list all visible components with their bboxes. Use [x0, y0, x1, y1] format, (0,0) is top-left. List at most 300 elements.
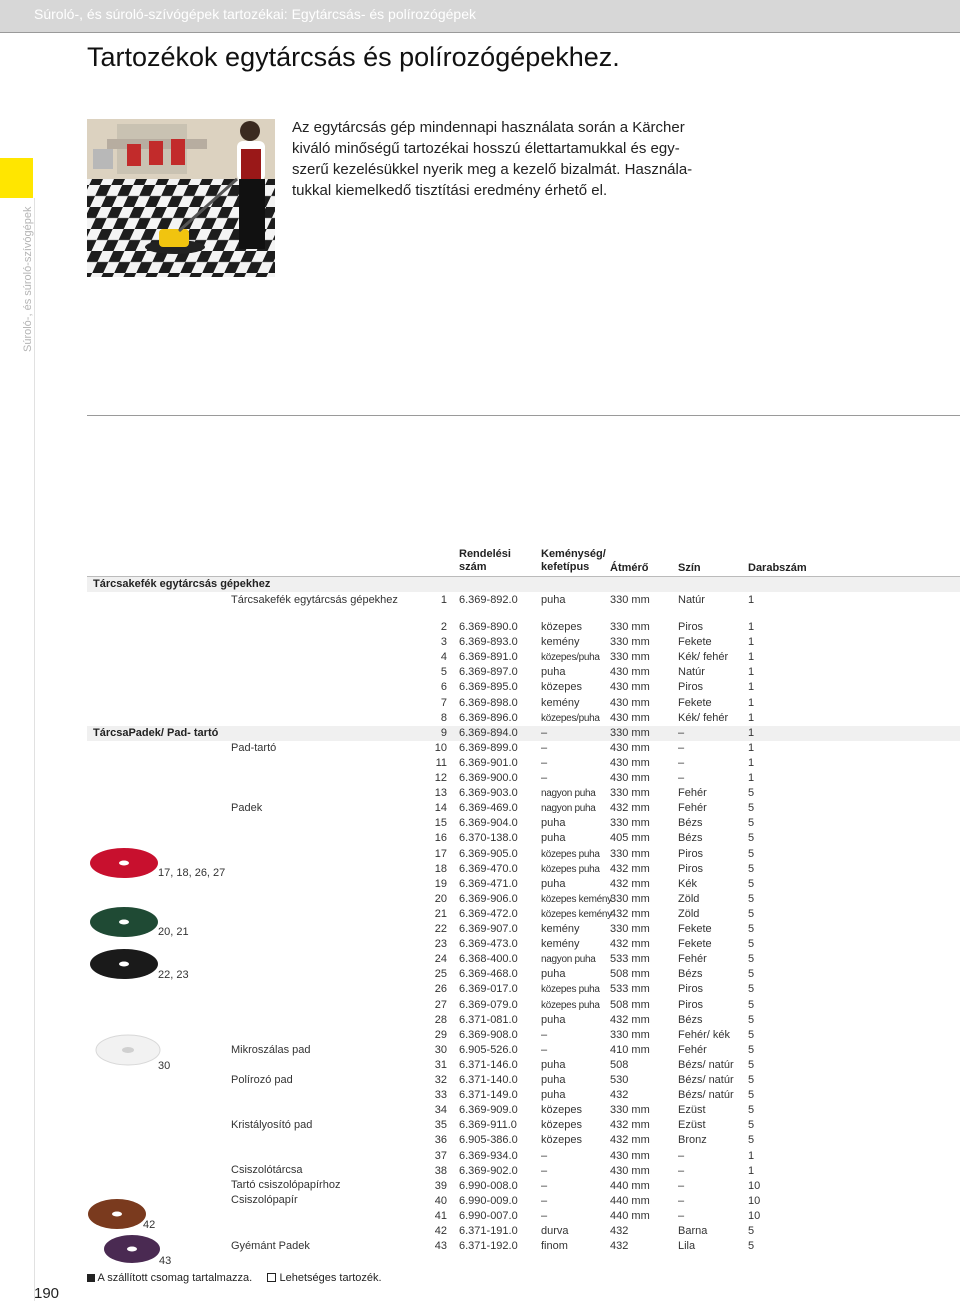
order-number: 6.369-906.0: [459, 892, 518, 905]
intro-line: szerű kezelésükkel nyerik meg a kezelő bizalmát. Használa-: [292, 161, 693, 178]
order-number: 6.369-017.0: [459, 983, 518, 996]
row-number: 5: [440, 666, 447, 679]
color: Kék/ fehér: [678, 711, 729, 724]
diameter: 432: [610, 1089, 629, 1102]
color: –: [678, 1164, 685, 1177]
filled-square-icon: [87, 1274, 95, 1282]
col-header-hardness: [541, 548, 606, 573]
hardness: puha: [541, 666, 566, 679]
color: Ezüst: [678, 1104, 706, 1117]
col-header-diameter: Átmérő: [610, 562, 649, 574]
quantity: 5: [748, 923, 755, 935]
quantity: 1: [748, 666, 755, 679]
hardness: közepes: [541, 621, 582, 633]
quantity: 5: [748, 892, 755, 905]
diameter: 533 mm: [610, 953, 650, 966]
color: Piros: [678, 621, 704, 633]
hardness: –: [541, 1179, 548, 1192]
row-number: 21: [434, 907, 447, 920]
color: Natúr: [678, 666, 705, 679]
quantity: 5: [748, 1058, 755, 1071]
quantity: 1: [748, 1149, 755, 1162]
pad-image-purple: [102, 1232, 162, 1271]
hardness: finom: [541, 1240, 568, 1253]
group-label: Padek: [231, 802, 263, 814]
diameter: 410 mm: [610, 1043, 650, 1056]
hardness: –: [541, 1194, 548, 1207]
pad-image-white: [94, 1032, 162, 1073]
section-title-pads: TárcsaPadek/ Pad- tartó: [93, 727, 219, 739]
quantity: 5: [748, 1028, 755, 1041]
order-number: 6.369-895.0: [459, 681, 518, 694]
quantity: 5: [748, 787, 755, 800]
color: Bézs: [678, 968, 703, 981]
hardness: közepes: [541, 1119, 582, 1132]
page-number: 190: [34, 1285, 60, 1302]
hardness: durva: [541, 1225, 569, 1237]
order-number: 6.369-079.0: [459, 998, 518, 1011]
color: –: [678, 741, 685, 754]
quantity: 1: [748, 726, 755, 739]
row-number: 25: [434, 968, 447, 981]
quantity: 5: [748, 907, 755, 920]
color: Bézs: [678, 832, 703, 845]
diameter: 432 mm: [610, 1013, 650, 1026]
group-label: Kristályosító pad: [231, 1119, 313, 1131]
hardness: közepes: [541, 681, 582, 694]
col-header-order: [459, 548, 511, 573]
row-number: 10: [434, 741, 447, 754]
quantity: 5: [748, 1013, 755, 1026]
hardness: –: [541, 772, 548, 784]
order-number: 6.369-898.0: [459, 696, 518, 709]
open-square-icon: [267, 1273, 276, 1282]
order-number: 6.369-907.0: [459, 923, 518, 935]
col-header-order-line2: szám: [459, 561, 487, 573]
diameter: 330 mm: [610, 923, 650, 935]
hardness: kemény: [541, 923, 580, 935]
quantity: 5: [748, 998, 755, 1011]
intro-line: kiváló minőségű tartozékai hosszú élettartamukkal és egy-: [292, 140, 680, 157]
pad-image-label: 17, 18, 26, 27: [158, 867, 226, 879]
order-number: 6.990-008.0: [459, 1179, 518, 1192]
order-number: 6.371-149.0: [459, 1089, 518, 1102]
diameter: 432 mm: [610, 862, 650, 875]
quantity: 5: [748, 953, 755, 966]
color: –: [678, 1179, 685, 1192]
row-number: 24: [434, 953, 447, 966]
color: Fekete: [678, 923, 712, 935]
col-header-color: Szín: [678, 562, 701, 574]
order-number: 6.369-904.0: [459, 817, 518, 830]
sidebar-rule: [34, 198, 35, 1301]
hardness: –: [541, 1043, 548, 1056]
order-number: 6.369-471.0: [459, 877, 518, 890]
diameter: 432 mm: [610, 877, 650, 890]
quantity: 5: [748, 877, 755, 890]
diameter: 430 mm: [610, 772, 650, 784]
diameter: 440 mm: [610, 1209, 650, 1222]
hardness: közepes kemény: [541, 893, 612, 905]
diameter: 533 mm: [610, 983, 650, 996]
hardness: –: [541, 1149, 548, 1162]
quantity: 1: [748, 1164, 755, 1177]
quantity: 5: [748, 862, 755, 875]
order-number: 6.369-900.0: [459, 772, 518, 784]
hardness: közepes kemény: [541, 908, 612, 920]
diameter: 508 mm: [610, 968, 650, 981]
row-number: 2: [440, 621, 447, 633]
quantity: 5: [748, 1240, 755, 1253]
color: Piros: [678, 983, 704, 996]
quantity: 5: [748, 847, 755, 860]
quantity: 1: [748, 711, 755, 724]
pad-image-label: 30: [158, 1060, 171, 1072]
order-number: 6.990-009.0: [459, 1194, 518, 1207]
row-number: 15: [434, 817, 447, 830]
row-number: 6: [440, 681, 447, 694]
diameter: 432 mm: [610, 802, 650, 815]
group-label: Pad-tartó: [231, 742, 277, 754]
quantity: 10: [748, 1194, 761, 1207]
order-number: 6.905-526.0: [459, 1043, 518, 1056]
hardness: –: [541, 756, 548, 769]
quantity: 5: [748, 1089, 755, 1102]
order-number: 6.371-140.0: [459, 1074, 518, 1086]
order-number: 6.369-470.0: [459, 862, 518, 875]
diameter: 430 mm: [610, 1164, 650, 1177]
row-number: 42: [434, 1225, 447, 1237]
header-rule: [0, 32, 960, 33]
row-number: 26: [434, 983, 447, 996]
running-header: [0, 0, 960, 32]
hardness: puha: [541, 832, 566, 845]
color: Fehér: [678, 1043, 707, 1056]
row-number: 31: [434, 1058, 447, 1071]
quantity: 5: [748, 1134, 755, 1147]
diameter: 430 mm: [610, 681, 650, 694]
pad-image-brown: [86, 1196, 148, 1237]
diameter: 430 mm: [610, 711, 650, 724]
row-number: 41: [434, 1209, 447, 1222]
diameter: 330 mm: [610, 636, 650, 649]
group-label: Gyémánt Padek: [231, 1240, 310, 1252]
hardness: puha: [541, 817, 566, 830]
quantity: 5: [748, 983, 755, 996]
hardness: nagyon puha: [541, 803, 596, 815]
hardness: puha: [541, 877, 566, 890]
quantity: 5: [748, 938, 755, 951]
color: –: [678, 772, 685, 784]
row-number: 28: [434, 1013, 447, 1026]
row-number: 1: [440, 594, 447, 606]
row-number: 36: [434, 1134, 447, 1147]
col-header-order-line1: Rendelési: [459, 548, 511, 560]
hardness: puha: [541, 1013, 566, 1026]
color: Fehér: [678, 802, 707, 815]
order-number: 6.369-901.0: [459, 756, 518, 769]
color: Fekete: [678, 696, 712, 709]
color: Bézs/ natúr: [678, 1089, 734, 1102]
diameter: 440 mm: [610, 1194, 650, 1207]
hardness: –: [541, 1028, 548, 1041]
hardness: kemény: [541, 636, 580, 649]
hardness: közepes puha: [541, 984, 600, 996]
hardness: –: [541, 726, 548, 739]
diameter: 430 mm: [610, 696, 650, 709]
product-photo: [87, 119, 275, 277]
diameter: 330 mm: [610, 787, 650, 800]
row-number: 18: [434, 862, 447, 875]
diameter: 432: [610, 1225, 629, 1237]
color: –: [678, 1194, 685, 1207]
hardness: puha: [541, 968, 566, 981]
row-number: 17: [434, 847, 447, 860]
order-number: 6.369-902.0: [459, 1164, 518, 1177]
intro-line: Az egytárcsás gép mindennapi használata során a Kärcher: [292, 119, 685, 136]
diameter: 432 mm: [610, 1134, 650, 1147]
row-number: 37: [434, 1149, 447, 1162]
group-label: Mikroszálas pad: [231, 1044, 311, 1056]
hardness: közepes puha: [541, 863, 600, 875]
legend: [87, 1272, 382, 1284]
running-title: Súroló-, és súroló-szívógépek tartozékai: Egytárcsás- és polírozógépek: [34, 6, 476, 22]
order-number: 6.369-469.0: [459, 802, 518, 815]
color: Fekete: [678, 636, 712, 649]
hardness: puha: [541, 594, 566, 606]
diameter: 432 mm: [610, 938, 650, 951]
row-number: 7: [440, 696, 447, 709]
order-number: 6.369-468.0: [459, 968, 518, 981]
order-number: 6.369-897.0: [459, 666, 518, 679]
quantity: 1: [748, 756, 755, 769]
diameter: 432 mm: [610, 907, 650, 920]
diameter: 440 mm: [610, 1179, 650, 1192]
diameter: 330 mm: [610, 817, 650, 830]
order-number: 6.369-903.0: [459, 787, 518, 800]
row-number: 35: [434, 1119, 447, 1132]
row-number: 23: [434, 938, 447, 951]
quantity: 1: [748, 636, 755, 649]
hardness: közepes: [541, 1134, 582, 1147]
color: –: [678, 726, 685, 739]
color: Bézs: [678, 1013, 703, 1026]
hardness: puha: [541, 1058, 566, 1071]
quantity: 5: [748, 1074, 755, 1086]
hardness: puha: [541, 1074, 566, 1086]
order-number: 6.369-899.0: [459, 741, 518, 754]
col-header-hardness-line1: Keménység/: [541, 548, 606, 560]
pad-image-label: 20, 21: [158, 926, 189, 938]
intro-line: tukkal kiemelkedő tisztítási eredmény érhető el.: [292, 182, 608, 199]
color: Fehér: [678, 787, 707, 800]
order-number: 6.369-894.0: [459, 726, 518, 739]
color: Bézs/ natúr: [678, 1074, 734, 1086]
quantity: 1: [748, 772, 755, 784]
diameter: 508: [610, 1058, 629, 1071]
order-number: 6.369-909.0: [459, 1104, 518, 1117]
section-marker: [0, 158, 33, 198]
row-number: 13: [434, 787, 447, 800]
diameter: 405 mm: [610, 832, 650, 845]
color: Fehér/ kék: [678, 1028, 730, 1041]
order-number: 6.369-472.0: [459, 907, 518, 920]
sidebar-label: Súroló-, és súroló-szívógépek: [22, 206, 34, 352]
diameter: 330 mm: [610, 621, 650, 633]
row-number: 43: [434, 1240, 447, 1253]
hardness: közepes: [541, 1104, 582, 1117]
order-number: 6.371-192.0: [459, 1240, 518, 1253]
hardness: közepes puha: [541, 999, 600, 1011]
order-number: 6.369-890.0: [459, 621, 518, 633]
row-number: 11: [435, 756, 447, 769]
diameter: 530: [610, 1074, 629, 1086]
section-divider: [87, 415, 960, 416]
hardness: kemény: [541, 696, 580, 709]
row-number: 40: [434, 1194, 447, 1207]
quantity: 5: [748, 802, 755, 815]
diameter: 330 mm: [610, 594, 650, 606]
color: Fekete: [678, 938, 712, 951]
order-number: 6.369-905.0: [459, 847, 518, 860]
color: –: [678, 756, 685, 769]
quantity: 1: [748, 594, 755, 606]
color: Natúr: [678, 594, 705, 606]
quantity: 5: [748, 1104, 755, 1117]
color: Barna: [678, 1225, 708, 1237]
diameter: 330 mm: [610, 892, 650, 905]
row-number: 8: [440, 711, 447, 724]
row-number: 22: [434, 923, 447, 935]
photo-illustration: [87, 119, 275, 277]
color: Kék/ fehér: [678, 651, 729, 664]
diameter: 432: [610, 1240, 629, 1253]
hardness: közepes puha: [541, 848, 600, 860]
quantity: 5: [748, 1043, 755, 1056]
group-label: Tárcsakefék egytárcsás gépekhez: [231, 594, 398, 606]
pad-image-black: [88, 947, 160, 986]
row-number: 33: [434, 1089, 447, 1102]
diameter: 430 mm: [610, 666, 650, 679]
color: Piros: [678, 847, 704, 860]
row-number: 9: [440, 726, 447, 739]
color: Zöld: [678, 892, 700, 905]
quantity: 10: [748, 1179, 761, 1192]
row-number: 34: [434, 1104, 447, 1117]
quantity: 5: [748, 1225, 755, 1237]
page-title: Tartozékok egytárcsás és polírozógépekhez.: [87, 42, 620, 72]
order-number: 6.368-400.0: [459, 953, 518, 966]
color: –: [678, 1209, 685, 1222]
quantity: 1: [748, 741, 755, 754]
color: Ezüst: [678, 1119, 706, 1132]
color: –: [678, 1149, 685, 1162]
row-number: 4: [440, 651, 447, 664]
diameter: 508 mm: [610, 998, 650, 1011]
quantity: 5: [748, 832, 755, 845]
quantity: 5: [748, 968, 755, 981]
row-number: 29: [434, 1028, 447, 1041]
row-number: 12: [434, 772, 447, 784]
group-label: Tartó csiszolópapírhoz: [231, 1179, 341, 1191]
color: Lila: [678, 1240, 696, 1253]
row-number: 27: [434, 998, 447, 1011]
order-number: 6.369-473.0: [459, 938, 518, 951]
hardness: kemény: [541, 938, 580, 951]
color: Bézs/ natúr: [678, 1058, 734, 1071]
row-number: 3: [440, 636, 447, 649]
order-number: 6.369-891.0: [459, 651, 518, 664]
row-number: 14: [434, 802, 447, 815]
group-label: Polírozó pad: [231, 1074, 293, 1086]
col-header-hardness-line2: kefetípus: [541, 561, 590, 573]
diameter: 432 mm: [610, 1119, 650, 1132]
color: Bézs: [678, 817, 703, 830]
diameter: 430 mm: [610, 741, 650, 754]
group-label: Csiszolótárcsa: [231, 1164, 303, 1176]
order-number: 6.369-911.0: [459, 1119, 517, 1132]
intro-text: [292, 117, 712, 201]
hardness: nagyon puha: [541, 954, 596, 966]
group-label: Csiszolópapír: [231, 1194, 298, 1206]
pad-image-green: [88, 905, 160, 944]
color: Zöld: [678, 907, 700, 920]
legend-included: A szállított csomag tartalmazza.: [97, 1272, 253, 1284]
pad-image-label: 42: [143, 1219, 156, 1231]
hardness: puha: [541, 1089, 566, 1102]
order-number: 6.369-934.0: [459, 1149, 518, 1162]
row-number: 32: [434, 1074, 447, 1086]
color: Fehér: [678, 953, 707, 966]
color: Piros: [678, 862, 704, 875]
diameter: 430 mm: [610, 1149, 650, 1162]
order-number: 6.990-007.0: [459, 1209, 518, 1222]
hardness: közepes/puha: [541, 652, 600, 664]
diameter: 330 mm: [610, 1104, 650, 1117]
row-number: 30: [434, 1043, 447, 1056]
order-number: 6.371-081.0: [459, 1013, 518, 1026]
diameter: 330 mm: [610, 651, 650, 664]
order-number: 6.369-893.0: [459, 636, 518, 649]
row-number: 38: [434, 1164, 447, 1177]
diameter: 430 mm: [610, 756, 650, 769]
hardness: –: [541, 1209, 548, 1222]
color: Piros: [678, 681, 704, 694]
row-number: 39: [434, 1179, 447, 1192]
hardness: –: [541, 741, 548, 754]
order-number: 6.371-146.0: [459, 1058, 518, 1071]
pad-image-red: [88, 846, 160, 885]
row-number: 19: [434, 877, 447, 890]
col-header-quantity: Darabszám: [748, 562, 807, 574]
hardness: nagyon puha: [541, 788, 596, 800]
quantity: 10: [748, 1209, 761, 1222]
order-number: 6.369-892.0: [459, 594, 518, 606]
order-number: 6.905-386.0: [459, 1134, 518, 1147]
diameter: 330 mm: [610, 847, 650, 860]
quantity: 1: [748, 696, 755, 709]
color: Kék: [678, 877, 697, 890]
order-number: 6.369-908.0: [459, 1028, 518, 1041]
quantity: 1: [748, 651, 755, 664]
quantity: 1: [748, 621, 755, 633]
diameter: 330 mm: [610, 726, 650, 739]
section-title-brushes: Tárcsakefék egytárcsás gépekhez: [93, 578, 271, 590]
quantity: 5: [748, 1119, 755, 1132]
order-number: 6.371-191.0: [459, 1225, 518, 1237]
hardness: –: [541, 1164, 548, 1177]
order-number: 6.369-896.0: [459, 711, 518, 724]
